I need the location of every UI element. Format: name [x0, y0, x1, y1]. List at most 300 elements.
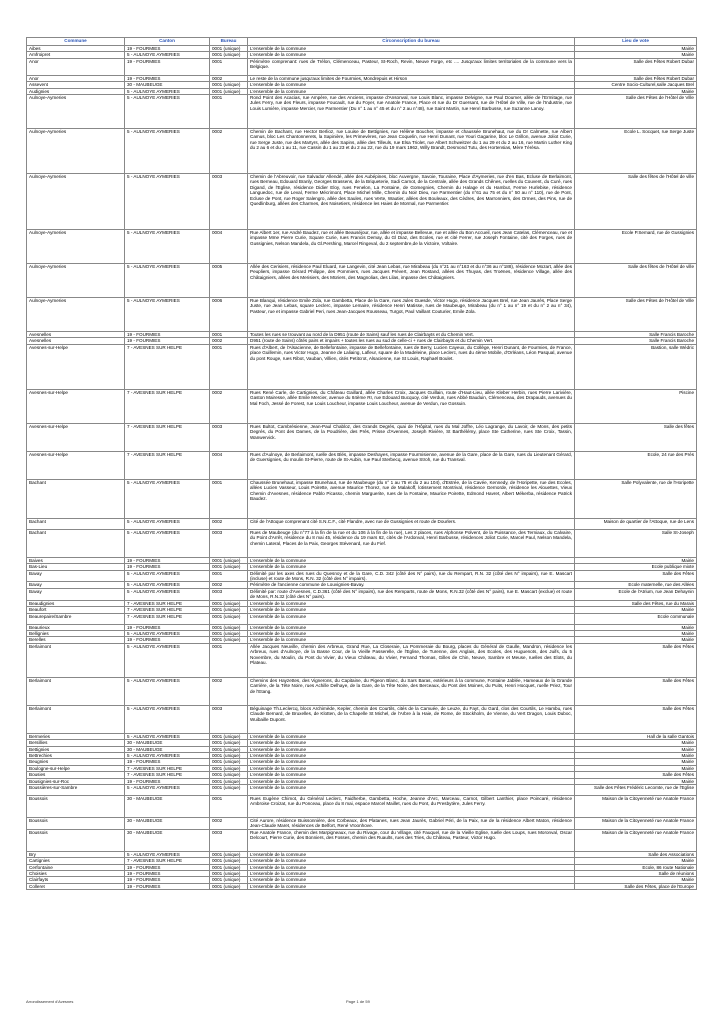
- cell-circonscription: Le reste de la commune jusqu'aux limites de Fourmies, Mondrepuis et Hirson: [248, 75, 575, 81]
- cell-bureau: 0002: [210, 518, 248, 529]
- cell-commune: Cerfontaine: [27, 864, 125, 870]
- cell-circonscription: Rues de Maubeuge (du n°77 à la fin de la rue et du 106 à la fin de la rue), Les 2 places, rues Alphonse Polvent, de la Puissance, des Terniaux, du Calvaire, du Point d'Arrêt, résidence du 8 mai 45, résidence du 19 mars 62, cités de l'Ardonval, Henri Barbusse, résidences Joliot Curie, Marcel Paul, Nelson Mandela, chemin Lateral, Places de la Paix, Georges Stévenard, rue du Fief.: [248, 529, 575, 557]
- cell-commune: Bachant: [27, 529, 125, 557]
- cell-commune: Aulnoye-Aymeries: [27, 230, 125, 264]
- cell-lieu-de-vote: Salle Polyvalente, rue de l'Horipette: [575, 479, 697, 518]
- cell-bureau: 0001 (unique): [210, 630, 248, 636]
- cell-canton: 30 - MAUBEUGE: [125, 82, 210, 88]
- cell-canton: 5 - AULNOYE AYMERIES: [125, 643, 210, 677]
- cell-commune: Bellignies: [27, 630, 125, 636]
- cell-canton: 19 - FOURMIES: [125, 637, 210, 643]
- cell-bureau: 0001 (unique): [210, 733, 248, 739]
- cell-canton: 19 - FOURMIES: [125, 75, 210, 81]
- cell-circonscription: L'ensemble de la commune: [248, 864, 575, 870]
- cell-commune: Baives: [27, 557, 125, 563]
- cell-bureau: 0001 (unique): [210, 877, 248, 883]
- cell-circonscription: L'ensemble de la commune: [248, 46, 575, 52]
- cell-canton: 5 - AULNOYE AYMERIES: [125, 570, 210, 582]
- table-row: [27, 264, 697, 298]
- cell-canton: 5 - AULNOYE AYMERIES: [125, 479, 210, 518]
- table-row: [27, 298, 697, 332]
- table-row: [27, 529, 697, 557]
- cell-bureau: 0001: [210, 95, 248, 129]
- cell-bureau: 0001 (unique): [210, 82, 248, 88]
- cell-circonscription: L'ensemble de la commune: [248, 772, 575, 778]
- cell-circonscription: Cité Aurore, résidence Buissonnière, des Corbeaux, des Platanes, rues Jean Jaurès, Gabriel Péri, de la Paix, rue de la résidence Albert Maton, résidence Jean-Claude Maret, résidences de Belfort, René Vroonhove.: [248, 817, 575, 829]
- cell-circonscription: Cité de l'Attoque comprenant cité S.N.C.F., cité Flandre, avec rue de Gussignies et route de Dourlers.: [248, 518, 575, 529]
- cell-commune: Assevent: [27, 82, 125, 88]
- cell-commune: Boussois: [27, 795, 125, 817]
- cell-circonscription: L'ensemble de la commune: [248, 877, 575, 883]
- cell-canton: 7 - AVESNES SUR HELPE: [125, 765, 210, 771]
- cell-commune: Bousies: [27, 772, 125, 778]
- cell-lieu-de-vote: Salle des fêtes de l'Hôtel de ville: [575, 264, 697, 298]
- cell-commune: Beaurepaire/Sambre: [27, 613, 125, 624]
- cell-lieu-de-vote: Mairie: [575, 607, 697, 613]
- cell-canton: 19 - FOURMIES: [125, 759, 210, 765]
- cell-canton: 19 - FOURMIES: [125, 557, 210, 563]
- cell-bureau: 0003: [210, 588, 248, 600]
- cell-bureau: 0002: [210, 582, 248, 588]
- cell-bureau: 0001 (unique): [210, 858, 248, 864]
- cell-canton: 19 - FOURMIES: [125, 338, 210, 344]
- cell-canton: 19 - FOURMIES: [125, 46, 210, 52]
- cell-canton: 19 - FOURMIES: [125, 871, 210, 877]
- cell-commune: Colleret: [27, 883, 125, 889]
- cell-bureau: 0001 (unique): [210, 607, 248, 613]
- cell-lieu-de-vote: Salle des Fêtes Robert Dubar: [575, 75, 697, 81]
- cell-bureau: 0001: [210, 479, 248, 518]
- cell-commune: Amfroipret: [27, 52, 125, 58]
- cell-lieu-de-vote: Ecole communale: [575, 613, 697, 624]
- cell-circonscription: Périmètre comprenant: rues de Trélon, Clémenceau, Pasteur, St-Roch, Revin, Neuve Forge, etc .... Jusqu'aux limites territoriales de la commune vers la Belgique.: [248, 58, 575, 75]
- cell-lieu-de-vote: Salle des Fêtes de l'Hôtel de Ville: [575, 95, 697, 129]
- header-commune: Commune: [27, 38, 125, 46]
- cell-canton: 30 - MAUBEUGE: [125, 817, 210, 829]
- cell-circonscription: L'ensemble de la commune: [248, 784, 575, 795]
- cell-lieu-de-vote: Salle des Fêtes: [575, 677, 697, 705]
- cell-commune: Aulnoye-Aymeries: [27, 264, 125, 298]
- cell-commune: Boussières-sur-Sambre: [27, 784, 125, 795]
- cell-lieu-de-vote: Maison de la Citoyenneté rue Anatole France: [575, 795, 697, 817]
- cell-circonscription: Rues Bultot, Cambrésienne, Jean-Paul Chabloz, des Grands Degrés, quai de l'Hôpital, rues du Mal Joffre, Léo Lagrange, du Lavoir, de Mons, des petits Degrés, du Pont des Dames, de la Poudrière, des Prés, Prisse d'Avennes, Joseph Rivière, St Barthélémy, place Ste Catherine, rues Ste Croix, Tassin, Wanwervick.: [248, 423, 575, 451]
- cell-circonscription: L'ensemble de la commune: [248, 740, 575, 746]
- cell-commune: Avesnes-sur-Helpe: [27, 389, 125, 423]
- cell-canton: 5 - AULNOYE AYMERIES: [125, 588, 210, 600]
- cell-commune: Berlaimont: [27, 705, 125, 733]
- table-row: [27, 423, 697, 451]
- cell-circonscription: Rue Blanqui, résidence Emile Zola, rue Gambetta, Place de la Gare, rues Jules Guesde, Victor Hugo, résidence Jacques Brel, rue Jean Jaurès, Place Serge Juste, rue Jean Lebas, square Leclerc, impasse Lemaire, résidence Henri Matisse, rues de Maubeuge, Mirabeau (du n° 1 au n° 19 et du n° 2 au n° 34), Pasteur, rue et impasse Gabriel Peri, rues Jean-Jacques Rousseau, Turgot, Paul Vaillant Couturier, Emile Zola.: [248, 298, 575, 332]
- cell-lieu-de-vote: Salle des Fêtes: [575, 772, 697, 778]
- cell-bureau: 0006: [210, 298, 248, 332]
- cell-canton: 30 - MAUBEUGE: [125, 795, 210, 817]
- cell-commune: Berlaimont: [27, 643, 125, 677]
- table-row: [27, 389, 697, 423]
- cell-bureau: 0002: [210, 75, 248, 81]
- table-row: [27, 479, 697, 518]
- cell-commune: Avesnes-sur-Helpe: [27, 423, 125, 451]
- cell-bureau: 0002: [210, 129, 248, 174]
- cell-bureau: 0001 (unique): [210, 624, 248, 630]
- cell-canton: 5 - AULNOYE AYMERIES: [125, 518, 210, 529]
- cell-canton: 30 - MAUBEUGE: [125, 740, 210, 746]
- cell-circonscription: L'ensemble de la commune: [248, 759, 575, 765]
- cell-circonscription: Chaussée Brunehaut, impasse Brunehaut, rue de Maubeuge (du n° 1 au 75 et du 2 au 104), d'Estrée, de la Cavée, Kennedy, de l'Horipette, rue des Ecoles, allées Lucien Vasseur, Louis Poirette, avenue Maurice Thorez, rue de Malakoff, lotissement Montrival, résidence Gernorde, résidence les Alouettes, Vieux Chemin d'Avesnes, résidence Pablo Picasso, chemin Marguerite, rues de la Fontaine, Maurice Poirette, Edmond Havret, Albert Mékerba, résidence Patrick Baudez.: [248, 479, 575, 518]
- cell-canton: 5 - AULNOYE AYMERIES: [125, 784, 210, 795]
- cell-circonscription: Chemin de Bachant, rue Hector Berlioz, rue Louise de Bettignies, rue Hélène Boucher, impasse et chaussée Brunehaut, rue du Dr Calmette, rue Albert Camus, bloc Les Chantonnerets, la Sapinière, les Primevères, rue Jean Coquelin, rue Henri Dunant, rue Youri Gagarine, bloc Le Grillon, avenue Joliot Curie, rue Serge Juste, rue des Martyrs, allée des Sapins, allée des Tilleuls, rue Elsa Triolet, rue Albert Schweitzer du 1 au 29 et du 2 au 16, rue Martin Luther King du 2 au 6 et du 1 au 11, rue Cassin du 1 au 23 et du 2 au 22, rue du 19 mars 1962, Willy Brandt, Desmond Tutu, des Hortensias, Mère Térèsa.: [248, 129, 575, 174]
- cell-lieu-de-vote: Ecole de l'Atrium, rue Jean Dehaynin: [575, 588, 697, 600]
- polling-stations-sheet: [26, 37, 696, 890]
- cell-lieu-de-vote: Hall de la salle Gantois: [575, 733, 697, 739]
- cell-circonscription: Allée des Cerisiers, résidence Paul Eluard, rue Langevin, cité Jean Lebas, rue Mirabeau (du n°21 au n°163 et du n°36 au n°188), résidence Mozart, allée des Peupliers, impasse Gérard Philippe, des Pommiers, rues Jacques Prévert, Jean Rostand, allées des Thuyas, des Troënes, résidence Village, allée des Châtaigniers, allées des Merisiers, des Müriers, des Magnolias, des Lilas, impasse des Châtaigniers.: [248, 264, 575, 298]
- table-row: [27, 95, 697, 129]
- cell-lieu-de-vote: Mairie: [575, 630, 697, 636]
- cell-bureau: 0001 (unique): [210, 752, 248, 758]
- cell-bureau: 0001 (unique): [210, 740, 248, 746]
- cell-canton: 7 - AVESNES SUR HELPE: [125, 772, 210, 778]
- cell-circonscription: L'ensemble de la commune: [248, 752, 575, 758]
- table-row: [27, 570, 697, 582]
- cell-commune: Aulnoye-Aymeries: [27, 95, 125, 129]
- cell-circonscription: L'ensemble de la commune: [248, 851, 575, 857]
- cell-canton: 7 - AVESNES SUR HELPE: [125, 613, 210, 624]
- cell-bureau: 0001 (unique): [210, 564, 248, 570]
- cell-circonscription: D951 (route de Sains) côtés pairs et impairs + toutes les rues au sud de celle-ci + rues de Clairbayts et du Chemin Vert.: [248, 338, 575, 344]
- cell-commune: Bousignies-sur-Roc: [27, 778, 125, 784]
- cell-commune: Aulnoye-Aymeries: [27, 174, 125, 230]
- cell-circonscription: Périmètre de l'ancienne commune de Louvignies-Bavay.: [248, 582, 575, 588]
- cell-canton: 7 - AVESNES SUR HELPE: [125, 607, 210, 613]
- cell-canton: 5 - AULNOYE AYMERIES: [125, 582, 210, 588]
- cell-circonscription: Délimité par: route d'Avesnes, C.D.361 (côté des N° impairs), rue des Remparts, route de Mons, R.N.32 (côté des N° pairs), rue E. Mascart (exclue) et route de Mons, R.N.32 (côté des N° pairs).: [248, 588, 575, 600]
- cell-lieu-de-vote: Piscine: [575, 389, 697, 423]
- cell-lieu-de-vote: Ecole maternelle, rue des Allées: [575, 582, 697, 588]
- cell-circonscription: Chemin de l'Abreuvoir, rue Salvador Allendé, allée des Aubépines, bloc Auvergne, Savoie, Touraine, Place d'Aymeries, rue d'en Bas, Ecluse de Berlaimont, rues Berneau, Edouard Branly, Georges Brassens, de la Briqueterie, Sadi Carnot, de la Centrale, allée des Grands Chênes, ruelles du Couvent, du Curé, rues Digand, de l'Eglise, résidence Didier Eloy, rues Fenelon, La Fontaine, de Gomegnies, Chemin du Halage et du Hambut, Ferme Hurlebise, résidence Languedoc, rue de Leval, Ferme Mécrimont, Place Michel Mille, Chemin du Noir Dieu, rue Parmentier (du n°61 au 75 et du n° 50 au n° 110), rue de Pont, Ecluse de Pont, rue Roger Salengro, allée des Saules, rues Verte, Wautier, allées des Bouleaux, des Cèdres, des Marronniers, des Ormes, des Pins, rue de Quedlinburg, allées des Charmes, des Noisetiers, résidence les Haies de Mormal, rue Parmentier.: [248, 174, 575, 230]
- table-row: [27, 58, 697, 75]
- cell-canton: 19 - FOURMIES: [125, 883, 210, 889]
- cell-canton: 5 - AULNOYE AYMERIES: [125, 52, 210, 58]
- header-canton: Canton: [125, 38, 210, 46]
- cell-bureau: 0003: [210, 423, 248, 451]
- cell-bureau: 0002: [210, 677, 248, 705]
- cell-circonscription: L'ensemble de la commune: [248, 733, 575, 739]
- cell-lieu-de-vote: Mairie: [575, 858, 697, 864]
- cell-lieu-de-vote: Salle des Fêtes, place de l'Europe: [575, 883, 697, 889]
- cell-lieu-de-vote: Mairie: [575, 624, 697, 630]
- cell-commune: Berelles: [27, 637, 125, 643]
- cell-canton: 19 - FOURMIES: [125, 864, 210, 870]
- cell-canton: 5 - AULNOYE AYMERIES: [125, 129, 210, 174]
- cell-commune: Bavay: [27, 582, 125, 588]
- cell-circonscription: Chemins des Hayzettes, des Vignerons, du Capitaine, du Pigeon Blanc, du Sars Baras, extérieurs à la commune, Fontaine Jablée, Hameaux de la Grande Carrière, de la Tête Noire, rues Achille Delhaye, de la Gare, de la Tête Noire, des Berceaux, du Pont des Moines, du Puits, Henri Hocquet, ruelle Priez, Tour de l'Etang.: [248, 677, 575, 705]
- table-row: [27, 643, 697, 677]
- cell-canton: 7 - AVESNES SUR HELPE: [125, 344, 210, 389]
- cell-circonscription: Rues René Carle, de Cartignies, du Château Gaillard, allée Charles Croix, Jacques Guillain, route d'Haut-Lieu, allée Kleber Herbin, rues Pierre Larivière, Gaston Mairesse, allée Emile Mercier, avenue du 84ème RI, rue Edouard Bucquoy, cité Verdun, rues Abbé Bauduin, Clémenceau, des Drapauds, avenues du Mal Foch, Jessé de Forest, rue Louis Loucheur, impasse Louis Loucheur, avenue de Verdun, rue Gossuin.: [248, 389, 575, 423]
- cell-bureau: 0001 (unique): [210, 613, 248, 624]
- cell-lieu-de-vote: Mairie: [575, 877, 697, 883]
- footer-page-number: Page 1 de 59: [346, 999, 370, 1004]
- cell-canton: 19 - FOURMIES: [125, 332, 210, 338]
- cell-canton: 7 - AVESNES SUR HELPE: [125, 423, 210, 451]
- cell-bureau: 0004: [210, 230, 248, 264]
- cell-bureau: 0001 (unique): [210, 871, 248, 877]
- cell-lieu-de-vote: Maison de la Citoyenneté rue Anatole France: [575, 817, 697, 829]
- cell-lieu-de-vote: Bastion, salle Wédric: [575, 344, 697, 389]
- cell-lieu-de-vote: Ecole P.Semard, rue de Gussignies: [575, 230, 697, 264]
- cell-canton: 19 - FOURMIES: [125, 877, 210, 883]
- table-row: [27, 705, 697, 733]
- cell-lieu-de-vote: Salle des Associations: [575, 851, 697, 857]
- cell-canton: 30 - MAUBEUGE: [125, 829, 210, 851]
- cell-bureau: 0001 (unique): [210, 88, 248, 94]
- cell-circonscription: L'ensemble de la commune: [248, 564, 575, 570]
- cell-commune: Aulnoye-Aymeries: [27, 129, 125, 174]
- cell-circonscription: L'ensemble de la commune: [248, 88, 575, 94]
- cell-circonscription: Béguinage Th.Leclercq, blocs Archimède, Kepler, chemin des Courtils, cités de la Camuée, de Leuze, du Fayt, du Gard, clos des Courtils, Le Hambu, rues Claude Bernard, de Bruxelles, de Klotten, de la Chapelle St Michel, de l'Arbre à la Haie, de Rome, de Stockholm, de Vienne, du Vert Dragon, Louis Duboc, Wuibaille Dupont.: [248, 705, 575, 733]
- cell-circonscription: L'ensemble de la commune: [248, 613, 575, 624]
- table-row: [27, 829, 697, 851]
- cell-commune: Bachant: [27, 479, 125, 518]
- cell-lieu-de-vote: Salle des Fêtes: [575, 705, 697, 733]
- cell-commune: Clairfayts: [27, 877, 125, 883]
- cell-circonscription: Rues d'Albert, de l'Alsacienne, de Bellefontaine, impasse de Bellefontaine, rues de Berry, Lucien Cayeux, du Collège, Henri Dunant, de Fourmies, de France, place Guillemin, rues Victor Hugo, Jeanne de Laliaing, Lafleur, square de la Madeleine, place Leclerc, rues du 4ème Mobile, d'Orléans, Léon Pasqual, avenue du pont Rouge, rues Ribot, Vauban, Villien, cités Petitcrot, Alsacienne, rue St Louis, Raphaël Boulet.: [248, 344, 575, 389]
- cell-commune: Avesnelles: [27, 332, 125, 338]
- cell-lieu-de-vote: Salle des Fêtes, rue du Marais: [575, 600, 697, 606]
- table-row: [27, 344, 697, 389]
- cell-circonscription: L'ensemble de la commune: [248, 624, 575, 630]
- cell-commune: Choisies: [27, 871, 125, 877]
- cell-bureau: 0001 (unique): [210, 637, 248, 643]
- cell-commune: Aulnoye-Aymeries: [27, 298, 125, 332]
- cell-commune: Bettignies: [27, 746, 125, 752]
- cell-commune: Beaufort: [27, 607, 125, 613]
- cell-lieu-de-vote: Mairie: [575, 557, 697, 563]
- cell-lieu-de-vote: Salle des fêtes: [575, 423, 697, 451]
- cell-lieu-de-vote: Ecole publique mixte: [575, 564, 697, 570]
- cell-bureau: 0001 (unique): [210, 883, 248, 889]
- cell-canton: 19 - FOURMIES: [125, 624, 210, 630]
- cell-bureau: 0003: [210, 529, 248, 557]
- cell-lieu-de-vote: Salle Francis Baroche: [575, 338, 697, 344]
- cell-bureau: 0001: [210, 643, 248, 677]
- cell-bureau: 0001: [210, 332, 248, 338]
- cell-commune: Boulogne-sur-Helpe: [27, 765, 125, 771]
- cell-bureau: 0001 (unique): [210, 52, 248, 58]
- cell-lieu-de-vote: Salle des Fêtes: [575, 643, 697, 677]
- cell-bureau: 0002: [210, 338, 248, 344]
- cell-commune: Bavay: [27, 588, 125, 600]
- table-row: [27, 677, 697, 705]
- cell-lieu-de-vote: Salle des fêtes de l'Hôtel de ville: [575, 174, 697, 230]
- cell-bureau: 0005: [210, 264, 248, 298]
- cell-commune: Avesnes-sur-Helpe: [27, 451, 125, 479]
- table-row: [27, 518, 697, 529]
- cell-circonscription: L'ensemble de la commune: [248, 82, 575, 88]
- cell-bureau: 0001: [210, 795, 248, 817]
- cell-bureau: 0001 (unique): [210, 746, 248, 752]
- cell-circonscription: Rond Point des Acacias, rue Ampère, rue des Anciens, impasse d'Ansonval, rue Louis Blanc, impasse Delvigne, rue Paul Doumer, allée de l'Ermitage, rue Jules Ferry, rue des Fleurs, impasse Foucault, rue du Foyer, rue Anatole France, Place et rue du Dr Guersant, rue de l'Hôtel de Ville, rue de l'Industrie, rue Louis Lumière, impasse Mercier, rue Parmentier (Du n° 1 au n° 45 et du n° 2 au n°48), rue Saint Martin, rue Henri Barbusse, rue Suzanne Lanoy.: [248, 95, 575, 129]
- cell-bureau: 0001 (unique): [210, 772, 248, 778]
- cell-circonscription: Rues d'Aulnoye, de Berlaimont, ruelle des Blés, impasse Deshayes, impasse Fourmisienne, avenue de la Gare, place de la Gare, rues du Lieutenant Gérard, de Guersignies, du moulin St-Pierre, route de St-Aubin, rue Paul Sterbecq, avenue Stroh, rue du Transval.: [248, 451, 575, 479]
- cell-lieu-de-vote: Mairie: [575, 740, 697, 746]
- cell-canton: 5 - AULNOYE AYMERIES: [125, 174, 210, 230]
- cell-circonscription: L'ensemble de la commune: [248, 600, 575, 606]
- cell-circonscription: Délimité par les axes des rues du Quesnoy et de la Gare, C.D. 342 (côté des N° pairs), rue du Rempart, R.N. 32 (côté des N° impairs), rue E. Mascart (incluse) et route de Mons, R.N. 32 (côté des N° impairs).: [248, 570, 575, 582]
- cell-bureau: 0001 (unique): [210, 864, 248, 870]
- cell-bureau: 0003: [210, 705, 248, 733]
- cell-canton: 19 - FOURMIES: [125, 564, 210, 570]
- table-row: [27, 588, 697, 600]
- cell-bureau: 0001 (unique): [210, 784, 248, 795]
- table-body: [27, 46, 697, 890]
- cell-commune: Avesnes-sur-Helpe: [27, 344, 125, 389]
- cell-commune: Bachant: [27, 518, 125, 529]
- cell-bureau: 0001 (unique): [210, 557, 248, 563]
- cell-lieu-de-vote: Mairie: [575, 759, 697, 765]
- cell-circonscription: L'ensemble de la commune: [248, 858, 575, 864]
- cell-commune: Bry: [27, 851, 125, 857]
- table-row: [27, 613, 697, 624]
- cell-commune: Bettrechies: [27, 752, 125, 758]
- cell-bureau: 0001: [210, 58, 248, 75]
- cell-lieu-de-vote: Centre Socio-Culturel,salle Jacques Brel: [575, 82, 697, 88]
- cell-lieu-de-vote: Ecole, 24 rue des Prés: [575, 451, 697, 479]
- cell-canton: 5 - AULNOYE AYMERIES: [125, 529, 210, 557]
- cell-lieu-de-vote: Mairie: [575, 52, 697, 58]
- cell-circonscription: Toutes les rues se trouvant au nord de la D951 (route de Sains) sauf les rues de Clairbayts et du Chemin Vert.: [248, 332, 575, 338]
- cell-bureau: 0001 (unique): [210, 851, 248, 857]
- cell-circonscription: L'ensemble de la commune: [248, 746, 575, 752]
- cell-bureau: 0001: [210, 344, 248, 389]
- cell-circonscription: L'ensemble de la commune: [248, 778, 575, 784]
- cell-commune: Audignies: [27, 88, 125, 94]
- cell-bureau: 0001 (unique): [210, 765, 248, 771]
- table-row: [27, 451, 697, 479]
- cell-canton: 5 - AULNOYE AYMERIES: [125, 677, 210, 705]
- cell-commune: Aibes: [27, 46, 125, 52]
- cell-commune: Anor: [27, 75, 125, 81]
- cell-commune: Bersillies: [27, 740, 125, 746]
- cell-circonscription: L'ensemble de la commune: [248, 637, 575, 643]
- cell-lieu-de-vote: Mairie: [575, 752, 697, 758]
- cell-circonscription: L'ensemble de la commune: [248, 883, 575, 889]
- cell-canton: 7 - AVESNES SUR HELPE: [125, 858, 210, 864]
- cell-circonscription: Allée Jacques Neuville, chemin des Arbreux, Grand Rue, La Closeraie, La Pommeraie du Bourg, places du Général de Gaulle, Mandron, résidence les Arbreux, rues d'Aulnoye, de la Basse Cour, de la Vieille Passerelle, de l'Eglise, de Turenne, des Anglais, des Ecoles, des Huguenots, des Juifs, du 5 Novembre, du Moulin, du Pont du Vivier, du Vieux Château, du Vivier, Fernand Thomas, Gilles de Chin, Neuve, Sambre et Meuse, ruelles des Elots, du Plateau.: [248, 643, 575, 677]
- cell-canton: 5 - AULNOYE AYMERIES: [125, 95, 210, 129]
- cell-commune: Beaurieux: [27, 624, 125, 630]
- cell-canton: 7 - AVESNES SUR HELPE: [125, 389, 210, 423]
- cell-canton: 19 - FOURMIES: [125, 58, 210, 75]
- cell-lieu-de-vote: Ecole, 86 route Nationale: [575, 864, 697, 870]
- cell-canton: 7 - AVESNES SUR HELPE: [125, 451, 210, 479]
- cell-bureau: 0001: [210, 570, 248, 582]
- cell-canton: 5 - AULNOYE AYMERIES: [125, 752, 210, 758]
- cell-bureau: 0001 (unique): [210, 600, 248, 606]
- footer-arrondissement: Arrondissement d'Avesnes: [26, 999, 74, 1004]
- table-row: [27, 883, 697, 889]
- cell-canton: 5 - AULNOYE AYMERIES: [125, 264, 210, 298]
- table-header-row: [27, 38, 697, 46]
- cell-lieu-de-vote: Salle des Fêtes Robert Dubar: [575, 58, 697, 75]
- cell-lieu-de-vote: Mairie: [575, 88, 697, 94]
- cell-circonscription: L'ensemble de la commune: [248, 871, 575, 877]
- cell-lieu-de-vote: Mairie: [575, 46, 697, 52]
- cell-lieu-de-vote: Salle Francis Baroche: [575, 332, 697, 338]
- cell-bureau: 0003: [210, 829, 248, 851]
- cell-canton: 5 - AULNOYE AYMERIES: [125, 705, 210, 733]
- cell-commune: Berlaimont: [27, 677, 125, 705]
- table-row: [27, 129, 697, 174]
- cell-canton: 5 - AULNOYE AYMERIES: [125, 230, 210, 264]
- cell-canton: 7 - AVESNES SUR HELPE: [125, 600, 210, 606]
- cell-lieu-de-vote: Maison de la Citoyenneté rue Anatole France: [575, 829, 697, 851]
- cell-lieu-de-vote: Mairie: [575, 778, 697, 784]
- table-row: [27, 174, 697, 230]
- cell-bureau: 0002: [210, 389, 248, 423]
- table-row: [27, 817, 697, 829]
- cell-commune: Boussois: [27, 829, 125, 851]
- cell-commune: Bavay: [27, 570, 125, 582]
- cell-circonscription: L'ensemble de la commune: [248, 557, 575, 563]
- cell-commune: Bermeries: [27, 733, 125, 739]
- cell-bureau: 0001 (unique): [210, 778, 248, 784]
- cell-circonscription: Rue Albert 1er, rue André Baudez, rue et allée Beauséjour, rue, allée et impasse Bellevue, rue et allée du Bon Accueil, rues Jean Catelas, Clémenceau, rue et impasse Mme Pierre Curie, Square Curie, rues Francis Demay, du Gl Diaz, des Ecoles, rue et cité Ferrer, rue Joseph Fontaine, cité des Forges, rues de Gussignies, Nelson Mandela, du Gl.Pershing, Marcel Ringeval, du 2 septembre,de la Victoire, Voltaire.: [248, 230, 575, 264]
- table-row: [27, 230, 697, 264]
- cell-canton: 5 - AULNOYE AYMERIES: [125, 88, 210, 94]
- cell-commune: Avesnelles: [27, 338, 125, 344]
- cell-commune: Beugnies: [27, 759, 125, 765]
- cell-commune: Bas-Lieu: [27, 564, 125, 570]
- cell-circonscription: L'ensemble de la commune: [248, 607, 575, 613]
- table-row: [27, 795, 697, 817]
- cell-canton: 5 - AULNOYE AYMERIES: [125, 851, 210, 857]
- table-row: [27, 784, 697, 795]
- cell-bureau: 0001 (unique): [210, 759, 248, 765]
- cell-lieu-de-vote: Salle des Fêtes Frédéric Lecomte, rue de l'Eglise: [575, 784, 697, 795]
- cell-lieu-de-vote: Ecole L. Socquet, rue Serge Juste: [575, 129, 697, 174]
- cell-commune: Beaudignies: [27, 600, 125, 606]
- cell-lieu-de-vote: Salle des Fêtes: [575, 570, 697, 582]
- cell-commune: Anor: [27, 58, 125, 75]
- cell-circonscription: L'ensemble de la commune: [248, 52, 575, 58]
- cell-canton: 30 - MAUBEUGE: [125, 746, 210, 752]
- cell-lieu-de-vote: Mairie: [575, 765, 697, 771]
- cell-circonscription: Rues Eugène Chimot, du Général Leclerc, Faidherbe, Gambetta, Hoche, Jeanne d'Arc, Marceau, Carnot, Gilbert Lanthier, place Poincaré, résidence Ambroise Croizat, rue du Ponceau, place du 8 mai, espace Marcel Maillet, rues du Pont, du Presbytère, Jules Ferry.: [248, 795, 575, 817]
- cell-bureau: 0001 (unique): [210, 46, 248, 52]
- cell-lieu-de-vote: Mairie: [575, 637, 697, 643]
- cell-bureau: 0003: [210, 174, 248, 230]
- cell-canton: 5 - AULNOYE AYMERIES: [125, 630, 210, 636]
- cell-lieu-de-vote: Salle de réunions: [575, 871, 697, 877]
- cell-bureau: 0004: [210, 451, 248, 479]
- cell-lieu-de-vote: Mairie: [575, 746, 697, 752]
- cell-circonscription: L'ensemble de la commune: [248, 765, 575, 771]
- cell-circonscription: L'ensemble de la commune: [248, 630, 575, 636]
- cell-circonscription: Rue Anatole France, chemin des Marpigneaux, rue du Rivage, cour du Village, cité Fauquel, rue de la Vieille Eglise, ruelle des Loups, rues Moronval, Oscar Delcourt, Pierre Curie, des Bonniers, des Fosses, chemin des Ruaults, rues des Tries, du Château, Pasteur, Victor Hugo.: [248, 829, 575, 851]
- cell-lieu-de-vote: Maison de quartier de l'Attoque, rue de Lens: [575, 518, 697, 529]
- header-lieu-de-vote: Lieu de vote: [575, 38, 697, 46]
- polling-stations-table: [26, 37, 697, 890]
- cell-lieu-de-vote: Salle des Fêtes de l'Hôtel de Ville: [575, 298, 697, 332]
- cell-lieu-de-vote: Salle St-Joseph: [575, 529, 697, 557]
- cell-bureau: 0002: [210, 817, 248, 829]
- header-bureau: Bureau: [210, 38, 248, 46]
- cell-canton: 5 - AULNOYE AYMERIES: [125, 298, 210, 332]
- header-circonscription: Circonscription du bureau: [248, 38, 575, 46]
- cell-canton: 19 - FOURMIES: [125, 778, 210, 784]
- cell-canton: 5 - AULNOYE AYMERIES: [125, 733, 210, 739]
- cell-commune: Cartignies: [27, 858, 125, 864]
